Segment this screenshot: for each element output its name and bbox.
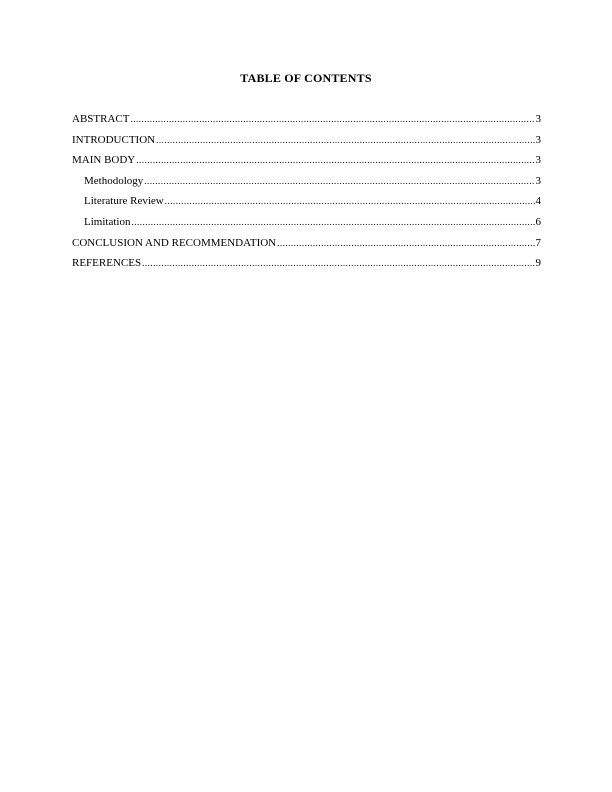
toc-entry-introduction[interactable] <box>72 133 541 154</box>
toc-entry-abstract[interactable] <box>72 112 541 133</box>
toc-entry-page: 6 <box>535 215 541 228</box>
toc-dot-leader <box>277 236 534 251</box>
toc-dot-leader <box>156 133 534 148</box>
toc-entry-page: 3 <box>535 154 541 167</box>
toc-entry-conclusion-and-recommendation[interactable] <box>72 236 541 257</box>
toc-entry-label: Literature Review <box>84 195 164 208</box>
toc-entry-label: INTRODUCTION <box>72 133 156 146</box>
toc-entry-literature-review[interactable] <box>72 194 541 215</box>
toc-entry-label: MAIN BODY <box>72 154 136 167</box>
toc-entry-page: 4 <box>535 195 541 208</box>
toc-entry-label: CONCLUSION AND RECOMMENDATION <box>72 236 277 249</box>
toc-entry-methodology[interactable] <box>72 174 541 195</box>
toc-entry-main-body[interactable] <box>72 153 541 174</box>
toc-dot-leader <box>136 153 534 168</box>
toc-list <box>72 112 541 277</box>
toc-entry-label: Methodology <box>84 174 144 187</box>
toc-entry-page: 7 <box>535 236 541 249</box>
toc-entry-page: 3 <box>535 133 541 146</box>
toc-entry-references[interactable] <box>72 256 541 277</box>
toc-entry-label: REFERENCES <box>72 257 142 270</box>
toc-entry-page: 3 <box>535 174 541 187</box>
toc-entry-limitation[interactable] <box>72 215 541 236</box>
toc-entry-page: 9 <box>535 257 541 270</box>
toc-dot-leader <box>130 112 534 127</box>
toc-entry-label: ABSTRACT <box>72 113 130 125</box>
toc-title: TABLE OF CONTENTS <box>240 71 372 85</box>
toc-dot-leader <box>165 194 535 209</box>
toc-dot-leader <box>142 256 534 271</box>
toc-entry-label: Limitation <box>84 215 131 228</box>
toc-dot-leader <box>131 215 534 230</box>
toc-entry-page: 3 <box>535 113 541 125</box>
toc-dot-leader <box>144 174 534 189</box>
